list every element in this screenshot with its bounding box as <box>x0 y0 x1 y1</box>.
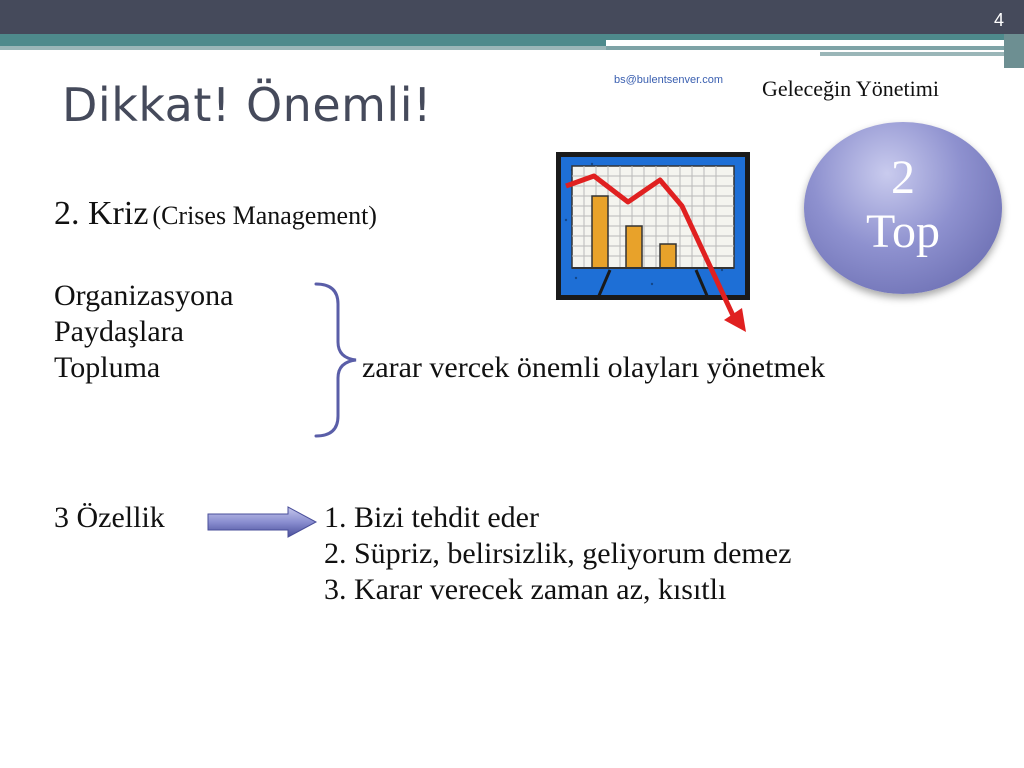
feature-item: 1. Bizi tehdit eder <box>324 501 539 534</box>
header-accent-line <box>0 46 610 50</box>
topic-badge <box>804 122 1002 294</box>
header-corner-edge <box>1004 34 1024 68</box>
target-item: Topluma <box>54 351 161 384</box>
header-label: Geleceğin Yönetimi <box>762 76 939 101</box>
right-arrow-icon <box>206 506 318 538</box>
curly-brace-icon <box>310 280 370 440</box>
badge-number: 2 <box>891 151 915 204</box>
header-corner-line <box>606 46 1024 50</box>
section-heading <box>54 195 377 233</box>
slide-number: 4 <box>993 10 1004 30</box>
badge-word: Top <box>866 205 940 258</box>
header-corner-line-lower <box>820 52 1024 56</box>
email-link[interactable]: bs@bulentsenver.com <box>614 74 724 86</box>
declining-chart-clipart <box>552 150 758 338</box>
feature-item: 3. Karar verecek zaman az, kısıtlı <box>324 573 727 606</box>
features-label: 3 Özellik <box>54 501 165 534</box>
target-item: Organizasyona <box>54 279 234 312</box>
target-item: Paydaşlara <box>54 315 184 348</box>
page-title: Dikkat! Önemli! <box>62 78 432 132</box>
header-band <box>0 0 1024 34</box>
target-statement: zarar vercek önemli olayları yönetmek <box>362 351 826 384</box>
feature-item: 2. Süpriz, belirsizlik, geliyorum demez <box>324 537 792 570</box>
heading-main: 2. Kriz <box>54 195 149 232</box>
heading-subtitle: (Crises Management) <box>152 201 377 230</box>
